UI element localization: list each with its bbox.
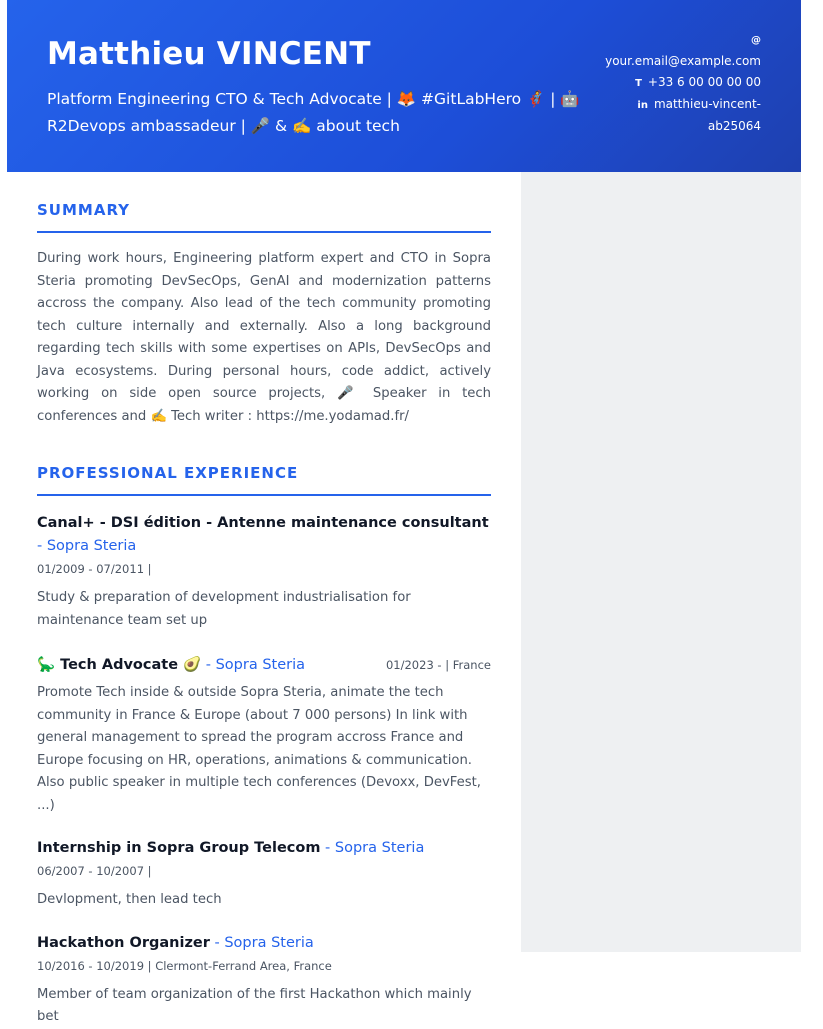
experience-item xyxy=(37,512,491,632)
resume-page xyxy=(7,0,801,1024)
job-title: Canal+ - DSI édition - Antenne maintenance consultant xyxy=(37,515,489,531)
email-icon: @ xyxy=(751,35,761,46)
resume-main xyxy=(37,172,491,1029)
contact-info xyxy=(541,30,761,137)
job-dates: 06/2007 - 10/2007 | xyxy=(37,864,152,878)
summary-text: During work hours, Engineering platform expert and CTO in Sopra Steria promoting DevSecOps, GenAI and modernization patterns accross the company. Also lead of the tech community promoting tech culture internally and externally. Also a long background regarding tech skills with some expertises on APIs, DevSecOps and Java ecosystems. During personal hours, code addict, actively working on side open source projects, 🎤 Speaker in tech conferences and ✍️ Tech writer : https://me.yodamad.fr/ xyxy=(37,251,491,424)
job-description: Promote Tech inside & outside Sopra Steria, animate the tech community in France & Europe (about 7 000 persons) In link with general management to spread the program accross France and Europe focusing on HR, operations, animations & communication. Also public speaker in multiple tech conferences (Devoxx, DevFest, ...) xyxy=(37,685,481,813)
experience-item xyxy=(37,932,491,1029)
linkedin-link-line-1[interactable]: matthieu-vincent- xyxy=(653,97,761,111)
job-dates: 10/2016 - 10/2019 | Clermont-Ferrand Area, France xyxy=(37,958,332,973)
phone-row xyxy=(541,72,761,94)
job-description: Member of team organization of the first Hackathon which mainly bet xyxy=(37,986,472,1024)
job-heading xyxy=(37,512,491,558)
job-dates: 01/2023 - | France xyxy=(385,658,491,672)
experience-item xyxy=(37,654,491,817)
job-description: Study & preparation of development industrialisation for maintenance team set up xyxy=(37,590,411,628)
job-company: - Sopra Steria xyxy=(209,934,314,951)
linkedin-row xyxy=(541,94,761,116)
job-description: Devlopment, then lead tech xyxy=(37,892,222,907)
job-heading xyxy=(37,837,491,860)
job-title: Hackathon Organizer xyxy=(37,934,210,951)
job-heading-row xyxy=(37,654,491,677)
job-heading xyxy=(37,932,491,955)
job-title: Internship in Sopra Group Telecom xyxy=(37,840,321,856)
headline xyxy=(47,86,587,140)
summary-heading: SUMMARY xyxy=(37,201,491,233)
job-company: - Sopra Steria xyxy=(201,657,306,673)
candidate-name: Matthieu VINCENT xyxy=(47,36,371,72)
resume-sidebar xyxy=(521,172,801,952)
experience-item xyxy=(37,837,491,912)
job-company: - Sopra Steria xyxy=(320,840,425,856)
headline-line-2: R2Devops ambassadeur | 🎤 & ✍️ about tech xyxy=(47,117,400,135)
job-title: 🦕 Tech Advocate 🥑 xyxy=(37,657,202,673)
job-heading xyxy=(37,654,305,677)
phone-icon: T xyxy=(635,78,642,89)
job-dates: 01/2009 - 07/2011 | xyxy=(37,562,152,576)
phone-number[interactable]: +33 6 00 00 00 00 xyxy=(647,75,761,89)
email-link[interactable]: your.email@example.com xyxy=(605,54,761,68)
headline-line-1: Platform Engineering CTO & Tech Advocate | 🦊 #GitLabHero 🦸 | 🤖 xyxy=(47,90,580,108)
linkedin-link-line-2[interactable]: ab25064 xyxy=(707,119,761,133)
linkedin-icon: in xyxy=(637,100,648,111)
experience-heading: PROFESSIONAL EXPERIENCE xyxy=(37,464,491,496)
resume-header xyxy=(7,0,801,172)
job-company: - Sopra Steria xyxy=(37,538,137,554)
